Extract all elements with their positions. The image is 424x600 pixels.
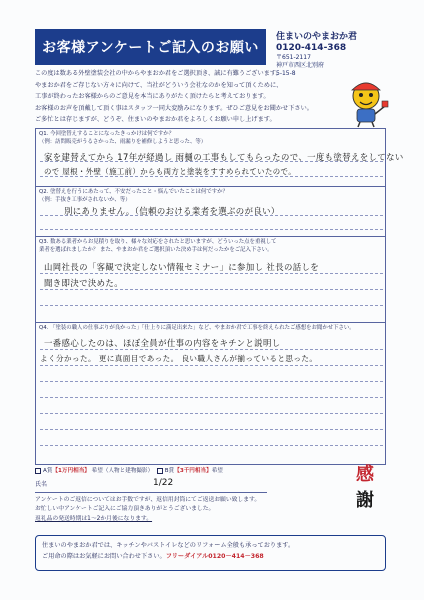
question-2-text: Q2. 塗替えを行うにあたって、不安だったこと・悩んでいたことは何ですか？	[39, 189, 228, 195]
answer-3-line-1: 山岡社長の「客観で決定しない情報セミナー」に参加し 社長の話しを	[44, 262, 320, 272]
intro-line: やまおか君をご存じない方々に向けて、当社がどういう会社なのかを知って頂くために、	[35, 81, 283, 89]
checkbox-a[interactable]	[35, 468, 41, 474]
answer-4-line-2: よく分かった。 更に真面目であった。 良い職人さんが揃っていると思った。	[40, 354, 318, 363]
note-line: アンケートのご返信についてはお手数ですが、返信用封筒にてご返送お願い致します。	[35, 497, 261, 503]
prize-b-hope: 希望	[211, 468, 223, 474]
answer-line	[40, 289, 383, 290]
company-address-2: 5-15-8	[276, 70, 296, 77]
answer-1-line-1: 家を建替えてから 17年が経過し 雨樋の工事もしてもらったので、一度も塗替えをしてない	[44, 152, 404, 162]
note-line: 返礼品の発送時期は1〜2か月後になります。	[35, 515, 153, 522]
question-2	[36, 187, 385, 237]
signature-date: 1/22	[153, 478, 174, 488]
company-address-1: 神戸市西区北別府	[276, 62, 325, 69]
prize-a-amount: 【1万円相当】	[52, 468, 90, 474]
thanks-char-2: 謝	[356, 490, 374, 511]
answer-line	[40, 349, 383, 350]
name-field[interactable]	[35, 475, 267, 493]
mascot-icon	[342, 76, 390, 128]
answer-line	[40, 413, 383, 414]
intro-line: この度は数ある外壁塗装会社の中からやまおか君をご選択頂き、誠に有難うございます。	[35, 70, 282, 77]
answer-line	[40, 445, 383, 446]
question-3-text-2: 業者を選ばれましたか？ また、やまおか君をご選択頂いた決め手は何だったかをご記入下さい。	[39, 247, 273, 253]
footer-tel: フリーダイアル0120－414－368	[165, 553, 264, 560]
question-4	[36, 323, 385, 466]
answer-3-line-2: 聞き即決で決めた。	[44, 278, 123, 288]
answer-1-line-2: ので 屋根・外壁（施工前）からも両方と塗装をすすめられていたので。	[44, 167, 296, 176]
question-3	[36, 237, 385, 323]
footer-line-1: 住まいのやまおか君では、キッチンやバストイレなどのリフォーム全般も承っております。	[42, 542, 295, 549]
thanks-calligraphy	[345, 462, 385, 514]
company-phone: 0120-414-368	[276, 43, 347, 53]
intro-text	[35, 68, 335, 126]
intro-line: お客様のお声を頂戴して頂く事はスタッフ一同大変励みになります。ぜひご意見をお聞かせ下さい。	[35, 104, 313, 112]
question-1-text: Q1. 今回塗替えすることになったきっかけは何ですか？	[39, 131, 175, 137]
prize-a-label: A賞	[43, 468, 53, 474]
footer-box	[35, 535, 386, 571]
checkbox-b[interactable]	[157, 468, 163, 474]
answer-line	[40, 365, 383, 366]
company-name: 住まいのやまおか君	[276, 32, 358, 42]
answer-4-line-1: 一番感心したのは、ほぼ全員が仕事の内容をキチンと説明し	[44, 338, 281, 348]
prize-a-hope: 希望（人物と建物撮影）	[91, 468, 154, 474]
answer-line	[40, 381, 383, 382]
intro-line: 工事が終わったお客様からのご意見を本当にありがたく頂けたらと考えております。	[35, 93, 270, 101]
thanks-char-1: 感	[356, 464, 374, 485]
name-label: 氏名	[35, 481, 48, 488]
question-1	[36, 129, 404, 187]
company-postal: 〒651-2117	[276, 54, 311, 61]
note-line: お忙しい中アンケートご記入にご協力頂きありがとうございました。	[35, 506, 215, 513]
prize-b-label: B賞	[164, 468, 175, 474]
answer-line	[40, 429, 383, 430]
answer-line	[40, 273, 383, 274]
answer-line	[40, 305, 383, 306]
intro-line: ご多忙とは存じますが、どうぞ、住まいのやまおか君をよろしくお願い申し上げます。	[35, 116, 276, 124]
answer-2-line-1: 別にありません。（信頼のおける業者を選ぶのが良い）	[64, 206, 280, 216]
footer-line-2: ご用命の際はお気軽にお問い合わせ下さい。	[42, 553, 166, 560]
answer-line	[40, 397, 383, 398]
notes	[35, 496, 285, 524]
question-3-text: Q3. 数ある業者からお見積りを取り、様々な対応をされたと思いますが、どういった点を重視して	[39, 239, 277, 245]
answer-line	[40, 229, 383, 230]
question-2-choices: （例：手抜き工事がされないか、等）	[39, 197, 131, 203]
prize-b-amount: 【3千円相当】	[174, 468, 212, 474]
question-1-choices: （例：訪問販売がうるさかった、雨漏りを補修しようと思った、等）	[39, 139, 207, 145]
question-4-text: Q4. 「塗装の職人の仕事ぶりが良かった」「仕上りに満足出来た」など、やまおか君で工事を終えられたご感想をお聞かせ下さい。	[39, 325, 355, 331]
questions-area	[35, 128, 404, 465]
page-title: お客様アンケートご記入のお願い	[35, 29, 266, 65]
prize-options	[35, 466, 223, 474]
